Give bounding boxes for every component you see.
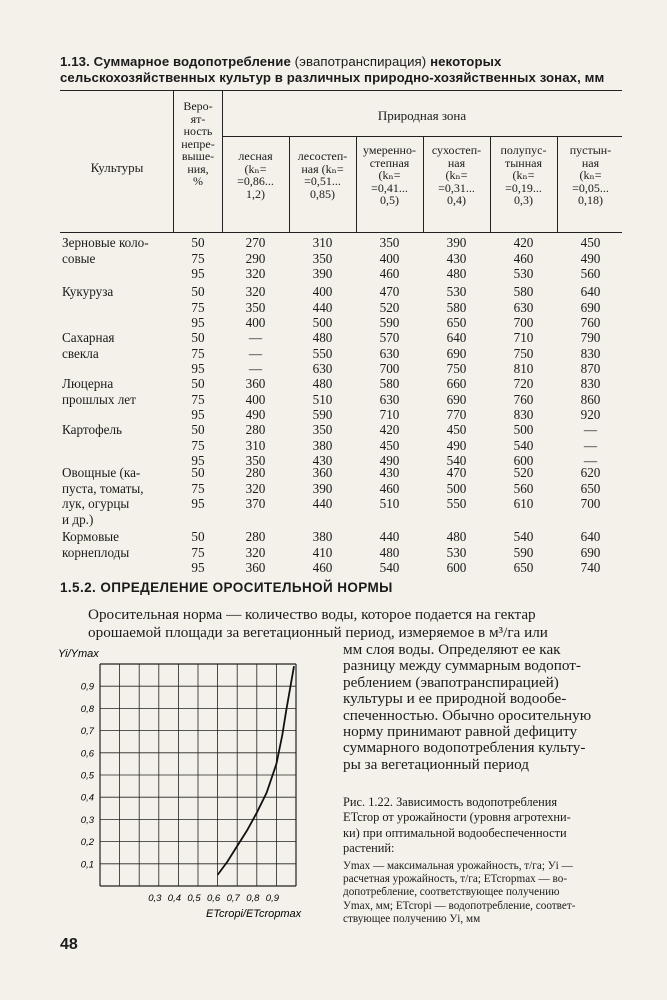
probability-header-line: Веро- bbox=[183, 99, 213, 113]
paragraph-line: культуры и ее природной водообе- bbox=[343, 690, 567, 708]
chart-x-tick-label: 0,4 bbox=[167, 893, 182, 904]
zone-header-line: 0,4) bbox=[447, 193, 466, 207]
zone-header-line: (kₙ= bbox=[579, 168, 602, 182]
zone-header bbox=[423, 144, 490, 207]
zone-header bbox=[557, 144, 624, 207]
table-cell: 760 bbox=[513, 391, 534, 407]
row-culture-label: лук, огурцы bbox=[62, 496, 130, 511]
probability-header-line: выше- bbox=[181, 149, 215, 163]
probability-cell: 50 bbox=[191, 422, 205, 437]
table-cell: 440 bbox=[312, 299, 333, 315]
table-cell: — bbox=[248, 330, 263, 345]
zone-header-line: пустын- bbox=[569, 143, 612, 157]
probability-header-line: ность bbox=[183, 124, 213, 138]
probability-header-line: непре- bbox=[181, 136, 215, 151]
zone-header bbox=[222, 150, 289, 200]
table-cell: 500 bbox=[312, 315, 333, 330]
zone-header-line: лесостеп- bbox=[297, 149, 348, 163]
table-cell: 700 bbox=[513, 315, 534, 330]
table-cell: 270 bbox=[245, 235, 266, 250]
paragraph-line: суммарного водопотребления культу- bbox=[343, 739, 586, 757]
table-cell: 550 bbox=[446, 496, 467, 511]
table-cell: 350 bbox=[379, 235, 400, 250]
probability-cell: 50 bbox=[191, 330, 205, 345]
row-culture-label: Сахарная bbox=[62, 330, 115, 345]
table-cell: 530 bbox=[446, 544, 467, 560]
paragraph-line: разницу между суммарным водопот- bbox=[343, 657, 581, 675]
table-cell: 710 bbox=[513, 330, 534, 345]
paragraph-line: ры за вегетационный период bbox=[343, 755, 529, 773]
table-cell: 390 bbox=[312, 266, 333, 281]
table-cell: — bbox=[583, 437, 598, 453]
chart-y-tick-label: 0,3 bbox=[80, 814, 94, 826]
table-cell: 500 bbox=[446, 480, 467, 496]
paragraph-line: Оросительная норма — количество воды, которое подается на гектар bbox=[88, 606, 536, 623]
table-cell: — bbox=[248, 345, 263, 361]
table-cell: 460 bbox=[379, 480, 400, 496]
table-cell: 560 bbox=[580, 266, 601, 281]
probability-cell: 50 bbox=[191, 284, 205, 299]
table-cell: 700 bbox=[580, 496, 601, 511]
table-cell: 570 bbox=[379, 330, 400, 345]
table-cell: 540 bbox=[513, 437, 534, 453]
table-cell: 520 bbox=[513, 465, 534, 480]
table-cell: 360 bbox=[312, 465, 333, 480]
zone-header-line: 0,85) bbox=[310, 186, 335, 201]
table-cell: 470 bbox=[379, 284, 400, 299]
page-number: 48 bbox=[60, 936, 78, 953]
table-cell: 520 bbox=[379, 299, 400, 315]
table-cell: 430 bbox=[312, 453, 333, 468]
table-caption bbox=[60, 54, 620, 86]
chart-y-tick-label: 0,4 bbox=[80, 792, 94, 804]
table-cell: 480 bbox=[379, 544, 400, 560]
figure-legend-line: Уmax — максимальная урожайность, т/га; Уi — bbox=[343, 860, 573, 872]
table-cell: 770 bbox=[446, 407, 467, 422]
table-cell: 480 bbox=[312, 376, 333, 391]
zone-header-line: =0,86... bbox=[237, 174, 274, 188]
table-cell: 310 bbox=[312, 235, 333, 250]
table-cell: 650 bbox=[446, 315, 467, 330]
table-cell: 460 bbox=[379, 266, 400, 281]
table-cell: 620 bbox=[580, 465, 601, 480]
header-probability bbox=[174, 100, 222, 188]
table-cell: 470 bbox=[446, 465, 467, 480]
row-culture-label: Овощные (ка- bbox=[62, 465, 141, 480]
table-cell: 350 bbox=[312, 422, 333, 437]
zone-header bbox=[490, 144, 557, 207]
probability-cell: 75 bbox=[191, 437, 205, 453]
probability-cell: 95 bbox=[191, 266, 205, 281]
table-header-rule bbox=[60, 232, 622, 233]
figure-legend-line: допотребление, соответствующее получению bbox=[343, 886, 560, 899]
zone-header-line: 1,2) bbox=[246, 186, 265, 201]
figure-caption-line: ETcrop от урожайности (уровня агротехни- bbox=[343, 810, 571, 825]
table-cell: 350 bbox=[245, 299, 266, 315]
table-cell: 370 bbox=[245, 496, 266, 511]
table-cell: 690 bbox=[446, 345, 467, 361]
probability-cell: 95 bbox=[191, 560, 205, 575]
paragraph-line: мм слоя воды. Определяют ее как bbox=[343, 641, 561, 658]
paragraph-line: реблением (эвапотранспирацией) bbox=[343, 673, 559, 691]
table-cell: 400 bbox=[312, 284, 333, 299]
table-cell: 760 bbox=[580, 315, 601, 330]
chart-tick-labels bbox=[81, 682, 280, 904]
probability-header-line: % bbox=[193, 174, 203, 188]
zone-header-line: умеренно- bbox=[363, 143, 416, 157]
row-culture-label: Картофель bbox=[62, 422, 123, 437]
table-top-rule bbox=[60, 90, 622, 91]
table-cell: 280 bbox=[245, 422, 266, 437]
chart-x-tick-label: 0,6 bbox=[206, 893, 221, 904]
table-cell: 740 bbox=[580, 560, 601, 575]
probability-cell: 75 bbox=[191, 544, 205, 560]
table-cell: 870 bbox=[580, 361, 601, 376]
caption-bold-2: некоторых bbox=[430, 54, 502, 69]
probability-cell: 50 bbox=[191, 465, 205, 480]
caption-bold-1: 1.13. Суммарное водопотребление bbox=[60, 54, 291, 69]
table-cell: 790 bbox=[580, 330, 601, 345]
table-cell: 650 bbox=[513, 560, 534, 575]
probability-cell: 75 bbox=[191, 250, 205, 266]
table-cell: 630 bbox=[312, 361, 333, 376]
probability-cell: 75 bbox=[191, 480, 205, 496]
chart-y-tick-label: 0,2 bbox=[80, 837, 94, 849]
zone-header-line: ная bbox=[447, 155, 466, 170]
table-cell: 660 bbox=[446, 376, 467, 391]
table-cell: 490 bbox=[245, 407, 266, 422]
figure-caption-line: Рис. 1.22. Зависимость водопотребления bbox=[343, 795, 558, 809]
table-cell: 640 bbox=[446, 330, 467, 345]
table-cell: 830 bbox=[513, 407, 534, 422]
zone-subheader-rule bbox=[222, 136, 622, 137]
table-cell: 560 bbox=[513, 480, 534, 496]
table-cell: 750 bbox=[446, 361, 467, 376]
table-cell: 500 bbox=[513, 422, 534, 437]
zone-header bbox=[289, 150, 356, 200]
zone-header-line: 0,18) bbox=[578, 193, 603, 207]
table-cell: 550 bbox=[312, 345, 333, 361]
table-cell: 690 bbox=[446, 391, 467, 407]
zone-header-line: сухостеп- bbox=[431, 143, 482, 157]
chart-x-label: ETcropi/ETcropmax bbox=[206, 908, 302, 920]
table-cell: 640 bbox=[580, 529, 601, 544]
zone-header-line: 0,5) bbox=[380, 193, 399, 207]
probability-cell: 95 bbox=[191, 315, 205, 330]
row-culture-label: совые bbox=[62, 250, 96, 266]
probability-cell: 50 bbox=[191, 235, 205, 250]
row-culture-label: свекла bbox=[62, 345, 99, 361]
chart-x-tick-label: 0,8 bbox=[246, 893, 260, 904]
figure-legend-line: Уmax, мм; ETcropi — водопотребление, соответ- bbox=[343, 899, 576, 912]
row-culture-label: Зерновые коло- bbox=[62, 235, 149, 250]
zone-header-line: 0,3) bbox=[514, 193, 533, 207]
zone-header-line: =0,51... bbox=[304, 174, 341, 188]
table-cell: 280 bbox=[245, 465, 266, 480]
row-culture-label: Люцерна bbox=[62, 376, 114, 391]
paragraph-line: норму принимают равной дефициту bbox=[343, 723, 578, 740]
table-cell: 490 bbox=[580, 250, 601, 266]
chart-y-tick-label: 0,5 bbox=[80, 770, 94, 782]
table-cell: 580 bbox=[379, 376, 400, 391]
table-cell: 530 bbox=[446, 284, 467, 299]
table-cell: 600 bbox=[446, 560, 467, 575]
table-cell: 590 bbox=[379, 315, 400, 330]
table-cell: 650 bbox=[580, 480, 601, 496]
table-cell: 400 bbox=[379, 250, 400, 266]
chart-y-tick-label: 0,1 bbox=[80, 859, 94, 871]
row-culture-label: пуста, томаты, bbox=[62, 480, 144, 496]
figure-legend-line: расчетная урожайность, т/га; ETcropmax — во- bbox=[343, 873, 568, 886]
table-cell: 450 bbox=[379, 437, 400, 453]
chart-series-line bbox=[218, 666, 294, 875]
table-cell: 290 bbox=[245, 250, 266, 266]
table-cell: 440 bbox=[379, 529, 400, 544]
table-cell: 710 bbox=[379, 407, 400, 422]
row-culture-label: и др.) bbox=[62, 511, 94, 527]
probability-cell: 95 bbox=[191, 453, 205, 468]
figure-caption-line: ки) при оптимальной водообеспеченности bbox=[343, 825, 567, 840]
table-cell: 590 bbox=[312, 407, 333, 422]
table-cell: 320 bbox=[245, 284, 266, 299]
probability-header-line: ят- bbox=[190, 111, 206, 126]
zone-header-line: =0,19... bbox=[505, 180, 542, 195]
table-cell: 700 bbox=[379, 361, 400, 376]
table-cell: 460 bbox=[312, 560, 333, 575]
probability-cell: 95 bbox=[191, 496, 205, 511]
chart-y-tick-label: 0,7 bbox=[80, 726, 94, 738]
table-cell: 530 bbox=[513, 266, 534, 281]
chart-x-tick-label: 0,9 bbox=[265, 893, 280, 904]
zone-header-line: ная bbox=[581, 155, 600, 170]
table-cell: 320 bbox=[245, 480, 266, 496]
zone-header-line: (kₙ= bbox=[378, 168, 401, 182]
table-cell: 480 bbox=[446, 266, 467, 281]
probability-cell: 95 bbox=[191, 361, 205, 376]
probability-cell: 95 bbox=[191, 407, 205, 422]
table-cell: 920 bbox=[580, 407, 601, 422]
table-cell: 640 bbox=[580, 284, 601, 299]
zone-header-line: лесная bbox=[238, 149, 273, 163]
table-cell: 420 bbox=[379, 422, 400, 437]
paragraph-line: орошаемой площади за вегетационный период, измеряемое в м³/га или bbox=[88, 624, 548, 641]
table-cell: 360 bbox=[245, 560, 266, 575]
chart-grid bbox=[100, 664, 296, 886]
chart-y-tick-label: 0,8 bbox=[80, 703, 94, 715]
table-cell: 690 bbox=[580, 544, 601, 560]
table-cell: 390 bbox=[312, 480, 333, 496]
table-cell: 350 bbox=[245, 453, 266, 468]
zone-header bbox=[356, 144, 423, 207]
header-zone: Природная зона bbox=[377, 108, 467, 123]
row-culture-label: корнеплоды bbox=[62, 544, 130, 560]
table-cell: 490 bbox=[379, 453, 400, 468]
table-cell: 360 bbox=[245, 376, 266, 391]
zone-header-line: =0,31... bbox=[438, 180, 475, 195]
table-cell: 350 bbox=[312, 250, 333, 266]
paragraph-line: спеченностью. Обычно оросительную bbox=[343, 706, 592, 724]
table-cell: 590 bbox=[513, 544, 534, 560]
table-cell: 310 bbox=[245, 437, 266, 453]
chart-y-tick-label: 0,6 bbox=[80, 748, 94, 760]
table-cell: 380 bbox=[312, 529, 333, 544]
probability-cell: 50 bbox=[191, 376, 205, 391]
table-cell: 690 bbox=[580, 299, 601, 315]
probability-cell: 75 bbox=[191, 391, 205, 407]
table-cell: 830 bbox=[580, 376, 601, 391]
row-culture-label: Кормовые bbox=[62, 529, 120, 544]
zone-header-line: (kₙ= bbox=[512, 168, 535, 182]
table-cell: 830 bbox=[580, 345, 601, 361]
table-cell: 440 bbox=[312, 496, 333, 511]
table-cell: 320 bbox=[245, 266, 266, 281]
row-culture-label: прошлых лет bbox=[62, 391, 136, 407]
table-cell: 750 bbox=[513, 345, 534, 361]
table-cell: 490 bbox=[446, 437, 467, 453]
probability-cell: 50 bbox=[191, 529, 205, 544]
row-culture-label: Кукуруза bbox=[62, 284, 114, 299]
table-cell: 450 bbox=[446, 422, 467, 437]
table-cell: 510 bbox=[379, 496, 400, 511]
table-cell: — bbox=[583, 453, 598, 468]
table-cell: 400 bbox=[245, 391, 266, 407]
table-cell: — bbox=[248, 361, 263, 376]
table-cell: 580 bbox=[446, 299, 467, 315]
figure-caption-line: растений: bbox=[343, 840, 395, 855]
zone-header-line: =0,41... bbox=[371, 180, 408, 195]
header-culture: Культуры bbox=[90, 160, 144, 175]
probability-cell: 75 bbox=[191, 345, 205, 361]
table-cell: 510 bbox=[312, 391, 333, 407]
table-cell: 420 bbox=[513, 235, 534, 250]
zone-header-line: =0,05... bbox=[572, 180, 609, 195]
table-cell: 430 bbox=[446, 250, 467, 266]
probability-cell: 75 bbox=[191, 299, 205, 315]
table-cell: 320 bbox=[245, 544, 266, 560]
figure-chart bbox=[56, 644, 338, 950]
table-cell: 630 bbox=[379, 345, 400, 361]
table-cell: 540 bbox=[513, 529, 534, 544]
table-cell: 580 bbox=[513, 284, 534, 299]
table-cell: 400 bbox=[245, 315, 266, 330]
table-cell: 540 bbox=[446, 453, 467, 468]
table-cell: 630 bbox=[513, 299, 534, 315]
section-title: 1.5.2. ОПРЕДЕЛЕНИЕ ОРОСИТЕЛЬНОЙ НОРМЫ bbox=[60, 580, 393, 595]
zone-header-line: ная (kₙ= bbox=[301, 161, 344, 176]
zone-header-line: тынная bbox=[505, 155, 542, 170]
table-cell: 720 bbox=[513, 376, 534, 391]
table-cell: 600 bbox=[513, 453, 534, 468]
zone-header-line: степная bbox=[369, 155, 410, 170]
zone-header-line: (kₙ= bbox=[244, 161, 267, 176]
zone-header-line: (kₙ= bbox=[445, 168, 468, 182]
chart-x-tick-label: 0,3 bbox=[148, 893, 162, 904]
table-cell: 280 bbox=[245, 529, 266, 544]
table-cell: 430 bbox=[379, 465, 400, 480]
table-cell: 540 bbox=[379, 560, 400, 575]
zone-header-line: полупус- bbox=[500, 143, 547, 157]
chart-y-label: Yi/Ymax bbox=[58, 648, 99, 660]
table-cell: 410 bbox=[312, 544, 333, 560]
table-cell: 380 bbox=[312, 437, 333, 453]
chart-y-tick-label: 0,9 bbox=[80, 681, 94, 693]
table-cell: 460 bbox=[513, 250, 534, 266]
caption-line-2: сельскохозяйственных культур в различных природно-хозяйственных зонах, мм bbox=[60, 70, 605, 85]
probability-header-line: ния, bbox=[187, 161, 209, 176]
table-cell: 480 bbox=[312, 330, 333, 345]
table-cell: 860 bbox=[580, 391, 601, 407]
table-cell: 810 bbox=[513, 361, 534, 376]
table-cell: — bbox=[583, 422, 598, 437]
table-cell: 450 bbox=[580, 235, 601, 250]
figure-legend-line: ствующее получению Уi, мм bbox=[343, 912, 481, 925]
chart-x-tick-label: 0,5 bbox=[187, 893, 201, 904]
table-cell: 630 bbox=[379, 391, 400, 407]
caption-light: (эвапотранспирация) bbox=[294, 54, 427, 69]
table-cell: 610 bbox=[513, 496, 534, 511]
table-cell: 480 bbox=[446, 529, 467, 544]
table-cell: 390 bbox=[446, 235, 467, 250]
chart-x-tick-label: 0,7 bbox=[226, 893, 240, 904]
